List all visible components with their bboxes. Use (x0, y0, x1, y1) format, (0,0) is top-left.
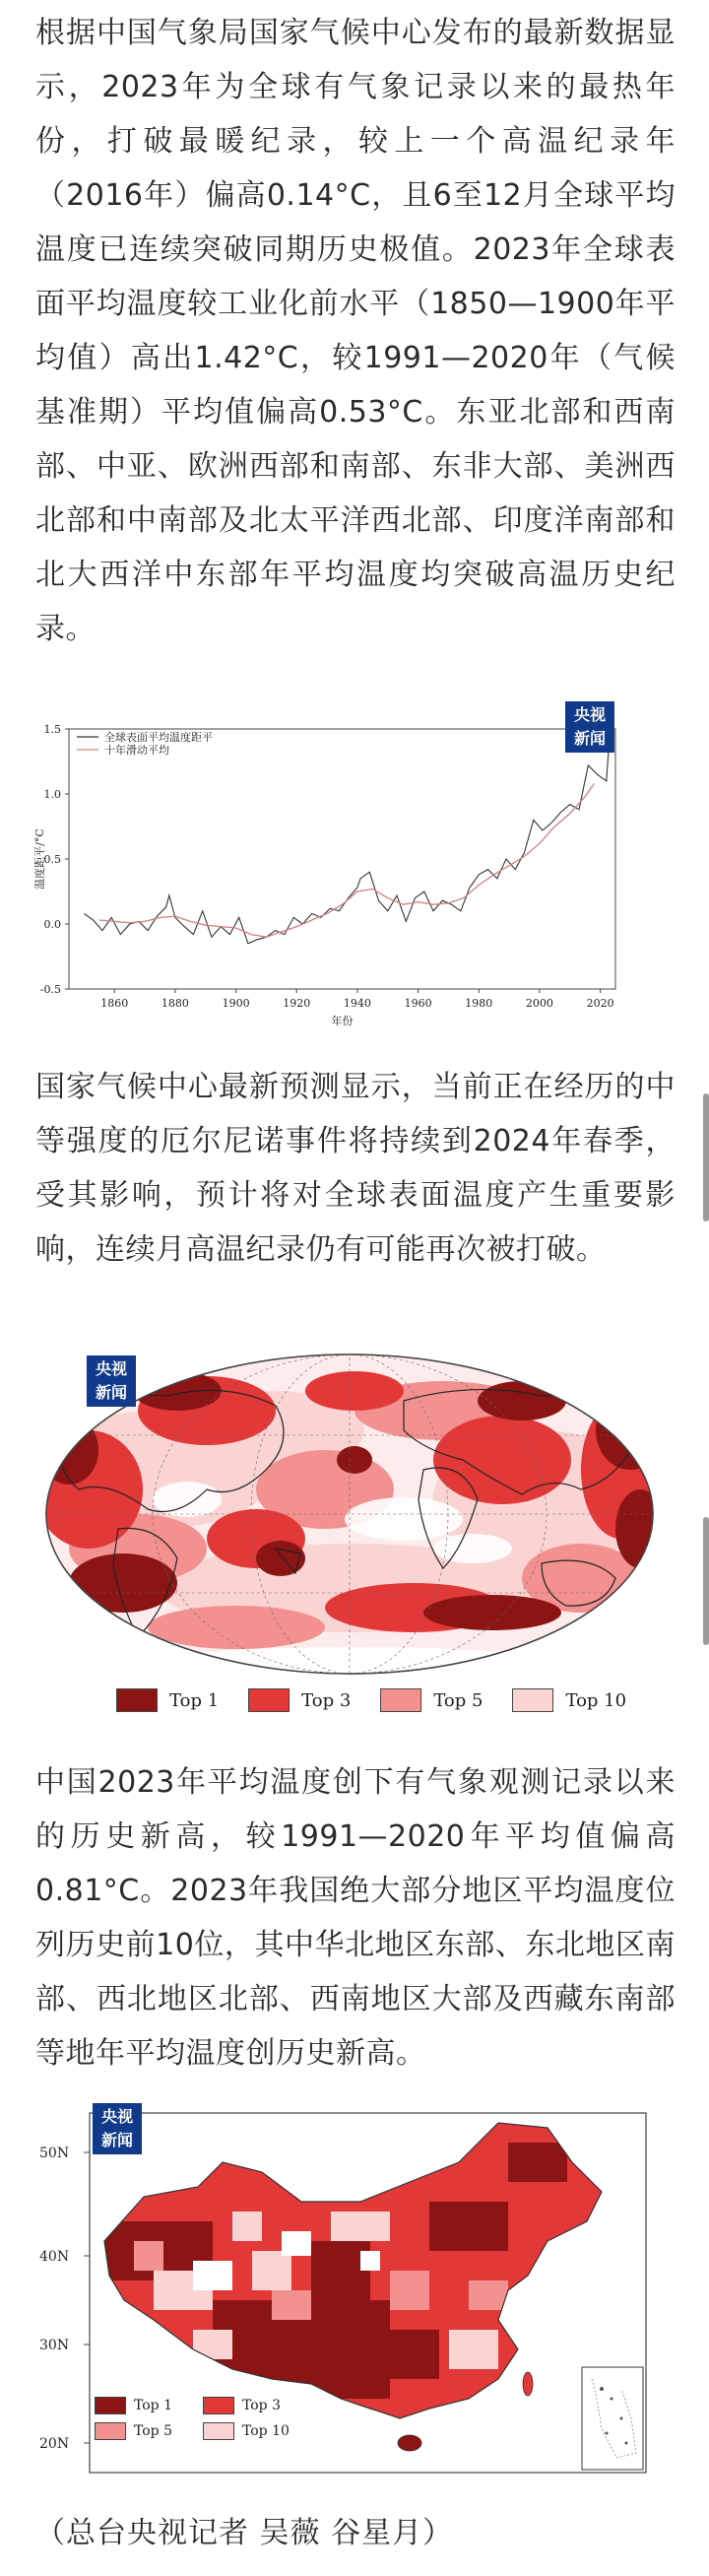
world-temperature-rank-map (30, 1352, 670, 1726)
x-tick-label: 1920 (283, 997, 311, 1010)
legend-top1: Top 1 (95, 2397, 203, 2414)
x-tick-label: 1980 (465, 997, 493, 1010)
y-tick-30n: 30N (39, 2338, 70, 2353)
x-tick-label: 2000 (525, 997, 553, 1010)
china-map-y-axis (39, 2146, 90, 2452)
x-tick-label: 1860 (100, 997, 129, 1010)
x-tick-label: 1940 (343, 997, 371, 1010)
legend-top10: Top 10 (203, 2422, 290, 2440)
badge-line1: 央视 (573, 705, 606, 724)
y-tick-label: 1.5 (43, 723, 61, 736)
world-map-legend (116, 1688, 626, 1712)
legend-top5: Top 5 (95, 2422, 203, 2440)
legend-top3: Top 3 (203, 2397, 281, 2414)
scrollbar-thumb[interactable] (703, 1093, 709, 1222)
legend-top3: Top 3 (248, 1688, 351, 1712)
y-tick-label: 1.0 (43, 788, 61, 801)
y-tick-label: -0.5 (39, 983, 61, 996)
y-tick-label: 0.0 (43, 918, 61, 931)
cctv-news-badge (565, 701, 614, 753)
reporter-caption: （总台央视记者 吴薇 谷星月） (35, 2516, 454, 2550)
y-axis-label: 温度距平/°C (33, 828, 46, 890)
legend-label-0: 全球表面平均温度距平 (104, 731, 213, 744)
world-map-svg (30, 1352, 670, 1726)
legend-top5: Top 5 (380, 1688, 483, 1712)
china-map-legend (95, 2397, 311, 2440)
x-tick-label: 1960 (404, 997, 432, 1010)
x-tick-label: 1880 (161, 997, 189, 1010)
y-tick-label: 0.5 (43, 853, 61, 866)
badge-line1: 央视 (100, 2107, 133, 2126)
legend-label-1: 十年滑动平均 (104, 744, 169, 757)
legend-top1: Top 1 (116, 1688, 219, 1712)
y-tick-50n: 50N (39, 2146, 70, 2161)
badge-line2: 新闻 (95, 1383, 127, 1402)
china-temperature-rank-map (35, 2103, 656, 2477)
x-axis-label: 年份 (331, 1015, 354, 1026)
x-tick-label: 1900 (222, 997, 250, 1010)
legend-top10: Top 10 (512, 1688, 626, 1712)
article-paragraph-3: 中国2023年平均温度创下有气象观测记录以来的历史新高，较1991—2020年平均值偏高0.81°C。2023年我国绝大部分地区平均温度位列历史前10位，其中华北地区东部、东北地区南部、西北地区北部、西南地区大部及西藏东南部等地年平均温度创历史新高。 (35, 1765, 676, 2071)
cctv-news-badge-china (93, 2103, 142, 2154)
badge-line1: 央视 (95, 1359, 127, 1378)
badge-line2: 新闻 (100, 2131, 133, 2149)
plot-frame (69, 729, 615, 989)
scrollbar-thumb-lower[interactable] (703, 1517, 709, 1645)
temperature-anomaly-chart (30, 701, 660, 1026)
article-paragraph-1: 根据中国气象局国家气候中心发布的最新数据显示，2023年为全球有气象记录以来的最热年份，打破最暖纪录，较上一个高温纪录年（2016年）偏高0.14°C，且6至12月全球平均温度已连续突破同期历史极值。2023年全球表面平均温度较工业化前水平（1850—1900年平均值）高出1.42°C，较1991—2020年（气候基准期）平均值偏高0.53°C。东亚北部和西南部、中亚、欧洲西部和南部、东非大部、美洲西北部和中南部及北太平洋西北部、印度洋南部和北大西洋中东部年平均温度均突破高温历史纪录。 (35, 16, 676, 646)
cctv-news-badge-world (87, 1355, 136, 1407)
y-tick-20n: 20N (39, 2436, 70, 2452)
y-tick-40n: 40N (39, 2249, 70, 2265)
article-paragraph-2: 国家气候中心最新预测显示，当前正在经历的中等强度的厄尔尼诺事件将持续到2024年春季，受其影响，预计将对全球表面温度产生重要影响，连续月高温纪录仍有可能再次被打破。 (35, 1070, 676, 1267)
x-tick-label: 2020 (586, 997, 614, 1010)
badge-line2: 新闻 (573, 729, 606, 748)
